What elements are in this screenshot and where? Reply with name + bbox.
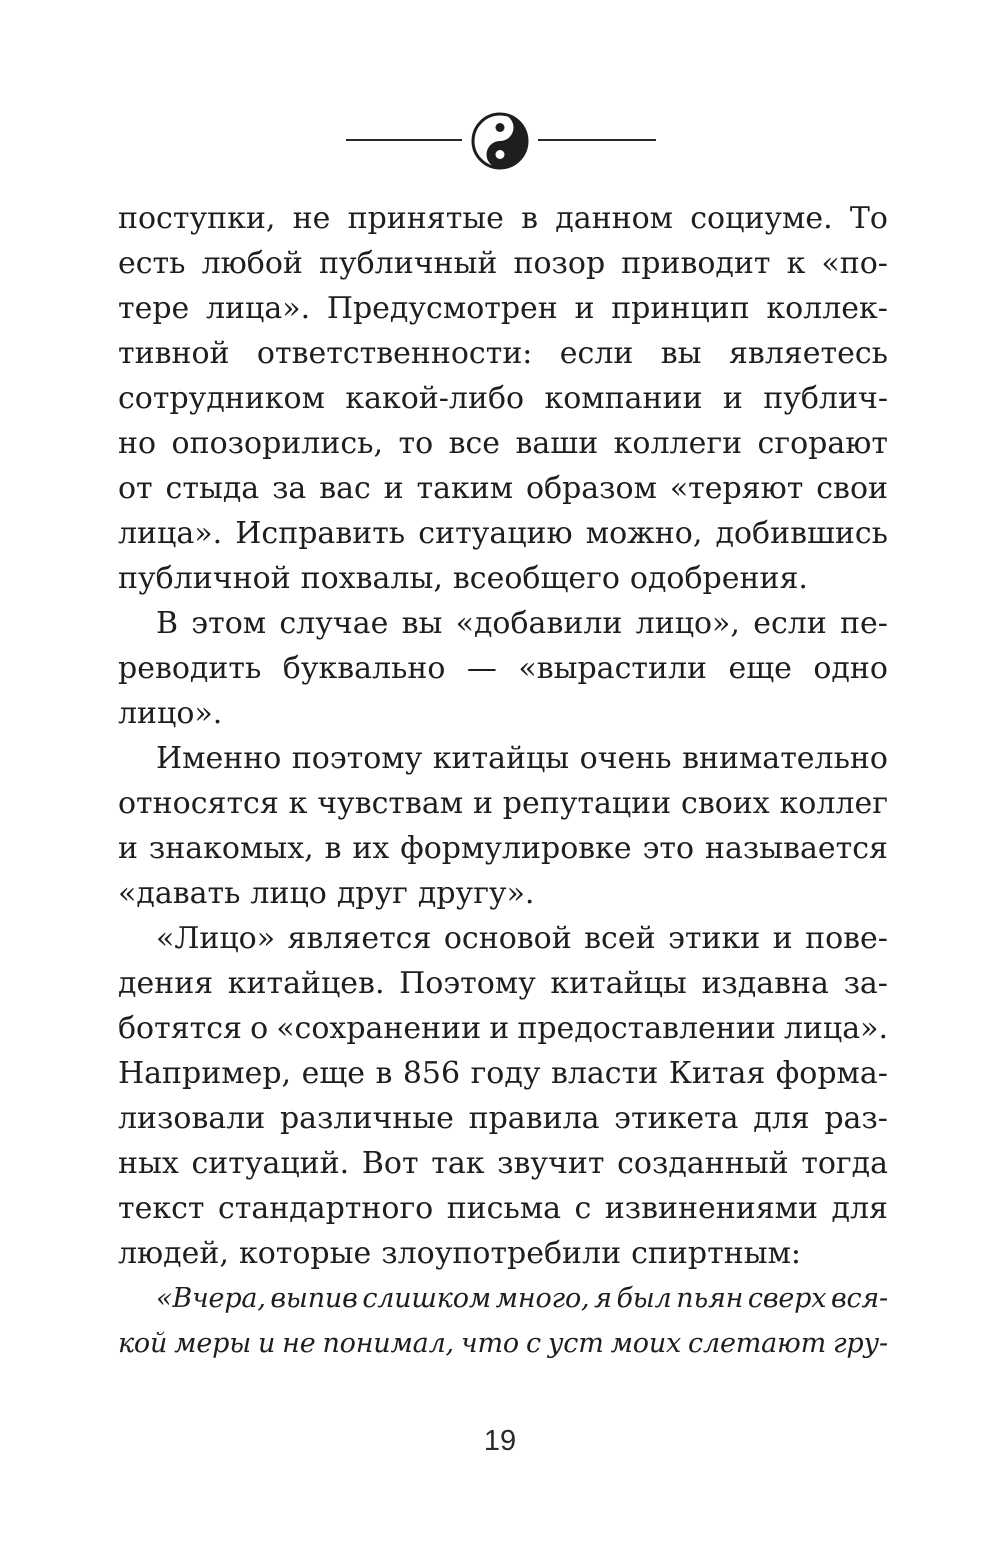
text-line — [118, 736, 888, 781]
word: ботятся — [118, 1011, 242, 1046]
word: и — [383, 471, 404, 506]
word: формулировке — [400, 831, 632, 866]
word: похвалы, — [300, 561, 443, 596]
word: этики — [668, 921, 761, 956]
word: свои — [816, 471, 888, 506]
word: социуме. — [690, 201, 833, 236]
text-line — [118, 286, 888, 331]
word: в — [324, 831, 342, 866]
text-line — [118, 646, 888, 691]
word: называется — [705, 831, 888, 866]
word: и — [722, 381, 743, 416]
word: все — [448, 426, 501, 461]
word: этикета — [614, 1101, 739, 1136]
yin-yang-icon — [470, 111, 530, 171]
word: то — [398, 426, 434, 461]
text-line — [118, 331, 888, 376]
word: лица». — [206, 291, 311, 326]
word: вся- — [830, 1283, 888, 1314]
word: Китая — [668, 1056, 766, 1091]
text-line — [118, 1006, 888, 1051]
quote-line — [118, 1276, 888, 1321]
word: созданный — [617, 1146, 789, 1181]
word: слетают — [688, 1328, 827, 1359]
word: всеобщего — [452, 561, 620, 596]
text-line — [118, 691, 888, 736]
word: чувствам — [317, 786, 464, 821]
word: 856 — [402, 1056, 461, 1091]
word: одно — [813, 651, 888, 686]
word: «добавили — [455, 606, 623, 641]
text-line — [118, 421, 888, 466]
word: «давать — [118, 876, 241, 911]
word: своих — [681, 786, 770, 821]
word: с — [574, 1191, 592, 1226]
text-line — [118, 871, 888, 916]
word: коллеги — [613, 426, 743, 461]
ornament-rule-left — [346, 139, 462, 141]
word: китайцев. — [227, 966, 385, 1001]
word: слишком — [362, 1283, 491, 1314]
word: какой-либо — [345, 381, 525, 416]
quote-line — [118, 1321, 888, 1366]
word: другу». — [417, 876, 535, 911]
word: но — [118, 426, 157, 461]
word: То — [849, 201, 888, 236]
word: одобрения. — [629, 561, 808, 596]
word: которые — [238, 1236, 372, 1271]
word: коллек- — [766, 291, 888, 326]
word: коллег — [779, 786, 888, 821]
text-line — [118, 1231, 888, 1276]
word: пове- — [805, 921, 888, 956]
word: китайцы — [432, 741, 570, 776]
word: уст — [547, 1328, 604, 1359]
word: власти — [550, 1056, 659, 1091]
word: вы — [660, 336, 702, 371]
chapter-ornament — [0, 108, 1000, 172]
word: и — [489, 1011, 510, 1046]
word: реводить — [118, 651, 262, 686]
word: можно, — [585, 516, 703, 551]
word: стандартного — [217, 1191, 434, 1226]
word: ных — [118, 1146, 179, 1181]
word: к — [288, 786, 308, 821]
word: являетесь — [728, 336, 888, 371]
text-line — [118, 961, 888, 1006]
word: кой — [118, 1328, 168, 1359]
word: этом — [191, 606, 267, 641]
word: «теряют — [669, 471, 804, 506]
text-line — [118, 511, 888, 556]
word: тогда — [801, 1146, 888, 1181]
word: пе- — [840, 606, 888, 641]
word: буквально — [282, 651, 446, 686]
word: людей, — [118, 1236, 229, 1271]
text-line — [118, 241, 888, 286]
word: внимательно — [682, 741, 888, 776]
word: предоставлении — [517, 1011, 776, 1046]
word: Предусмотрен — [326, 291, 558, 326]
word: форма- — [775, 1056, 888, 1091]
word: очень — [579, 741, 672, 776]
text-line — [118, 376, 888, 421]
word: компании — [544, 381, 703, 416]
word: дения — [118, 966, 214, 1001]
text-line — [118, 466, 888, 511]
word: Именно — [156, 741, 282, 776]
word: к — [786, 246, 806, 281]
word: «сохранении — [276, 1011, 482, 1046]
word: лицо». — [118, 696, 223, 731]
word: знакомых, — [148, 831, 314, 866]
word: любой — [201, 246, 303, 281]
word: вас — [319, 471, 371, 506]
word: в — [375, 1056, 393, 1091]
word: не — [282, 1328, 316, 1359]
word: тере — [118, 291, 190, 326]
word: Вот — [361, 1146, 419, 1181]
word: является — [287, 921, 432, 956]
text-line — [118, 781, 888, 826]
word: лизовали — [118, 1101, 266, 1136]
word: звучит — [497, 1146, 605, 1181]
word: о — [250, 1011, 269, 1046]
word: «по- — [821, 246, 888, 281]
word: В — [156, 606, 179, 641]
word: — — [466, 651, 497, 686]
word: публичной — [118, 561, 291, 596]
word: меры — [174, 1328, 251, 1359]
word: ваши — [515, 426, 599, 461]
word: гру- — [832, 1328, 888, 1359]
word: Исправить — [235, 516, 406, 551]
word: от — [118, 471, 153, 506]
word: раз- — [824, 1101, 888, 1136]
word: есть — [118, 246, 186, 281]
word: лица». — [118, 516, 223, 551]
word: что — [460, 1328, 519, 1359]
text-line — [118, 196, 888, 241]
word: пьян — [676, 1283, 744, 1314]
word: много, — [495, 1283, 590, 1314]
word: принятые — [347, 201, 504, 236]
word: это — [642, 831, 695, 866]
word: спиртным: — [631, 1236, 802, 1271]
word: ответственности: — [256, 336, 533, 371]
word: еще — [301, 1056, 365, 1091]
word: Например, — [118, 1056, 292, 1091]
word: лицо — [250, 876, 327, 911]
word: «Лицо» — [156, 921, 276, 956]
word: принцип — [611, 291, 750, 326]
word: лица». — [783, 1011, 888, 1046]
word: за — [272, 471, 307, 506]
word: китайцы — [550, 966, 687, 1001]
text-line — [118, 556, 888, 601]
word: так — [431, 1146, 485, 1181]
word: и — [257, 1328, 276, 1359]
text-line — [118, 826, 888, 871]
word: не — [292, 201, 331, 236]
word: данном — [555, 201, 673, 236]
word: в — [521, 201, 539, 236]
word: за- — [843, 966, 888, 1001]
word: лицо», — [635, 606, 740, 641]
word: тивной — [118, 336, 230, 371]
word: сгорают — [757, 426, 888, 461]
word: был — [616, 1283, 672, 1314]
word: добившись — [715, 516, 888, 551]
word: всей — [584, 921, 656, 956]
word: и — [118, 831, 138, 866]
word: еще — [728, 651, 792, 686]
word: приводит — [621, 246, 771, 281]
word: поступки, — [118, 201, 276, 236]
word: репутации — [502, 786, 672, 821]
word: и — [472, 786, 493, 821]
word: публичный — [318, 246, 498, 281]
word: ситуаций. — [191, 1146, 350, 1181]
word: основой — [443, 921, 572, 956]
word: текст — [118, 1191, 205, 1226]
word: я — [594, 1283, 612, 1314]
text-line — [118, 1186, 888, 1231]
word: злоупотребили — [381, 1236, 622, 1271]
word: относятся — [118, 786, 279, 821]
word: для — [753, 1101, 810, 1136]
word: для — [831, 1191, 888, 1226]
text-line — [118, 1141, 888, 1186]
word: «вырастили — [518, 651, 708, 686]
text-line — [118, 1051, 888, 1096]
word: ситуацию — [418, 516, 573, 551]
text-line — [118, 1096, 888, 1141]
word: если — [753, 606, 827, 641]
word: случае — [279, 606, 389, 641]
word: извинениями — [604, 1191, 819, 1226]
word: понимал, — [322, 1328, 454, 1359]
word: позор — [513, 246, 606, 281]
word: выпив — [270, 1283, 358, 1314]
word: письма — [446, 1191, 562, 1226]
word: опозорились, — [171, 426, 383, 461]
body-text — [118, 196, 888, 1366]
word: стыда — [165, 471, 260, 506]
ornament-rule-right — [538, 139, 656, 141]
word: правила — [468, 1101, 600, 1136]
word: образом — [525, 471, 657, 506]
word: друг — [336, 876, 408, 911]
word: с — [525, 1328, 541, 1359]
word: сверх — [747, 1283, 827, 1314]
word: вы — [401, 606, 443, 641]
word: таким — [416, 471, 514, 506]
word: издавна — [701, 966, 829, 1001]
text-line — [118, 601, 888, 646]
word: «Вчера, — [156, 1283, 266, 1314]
word: если — [559, 336, 634, 371]
word: публич- — [763, 381, 888, 416]
word: Поэтому — [399, 966, 536, 1001]
word: году — [470, 1056, 541, 1091]
page-number: 19 — [483, 1425, 517, 1457]
text-line — [118, 916, 888, 961]
word: различные — [279, 1101, 454, 1136]
word: и — [574, 291, 595, 326]
word: поэтому — [291, 741, 423, 776]
word: сотрудником — [118, 381, 325, 416]
word: моих — [610, 1328, 682, 1359]
word: и — [772, 921, 793, 956]
word: их — [352, 831, 390, 866]
